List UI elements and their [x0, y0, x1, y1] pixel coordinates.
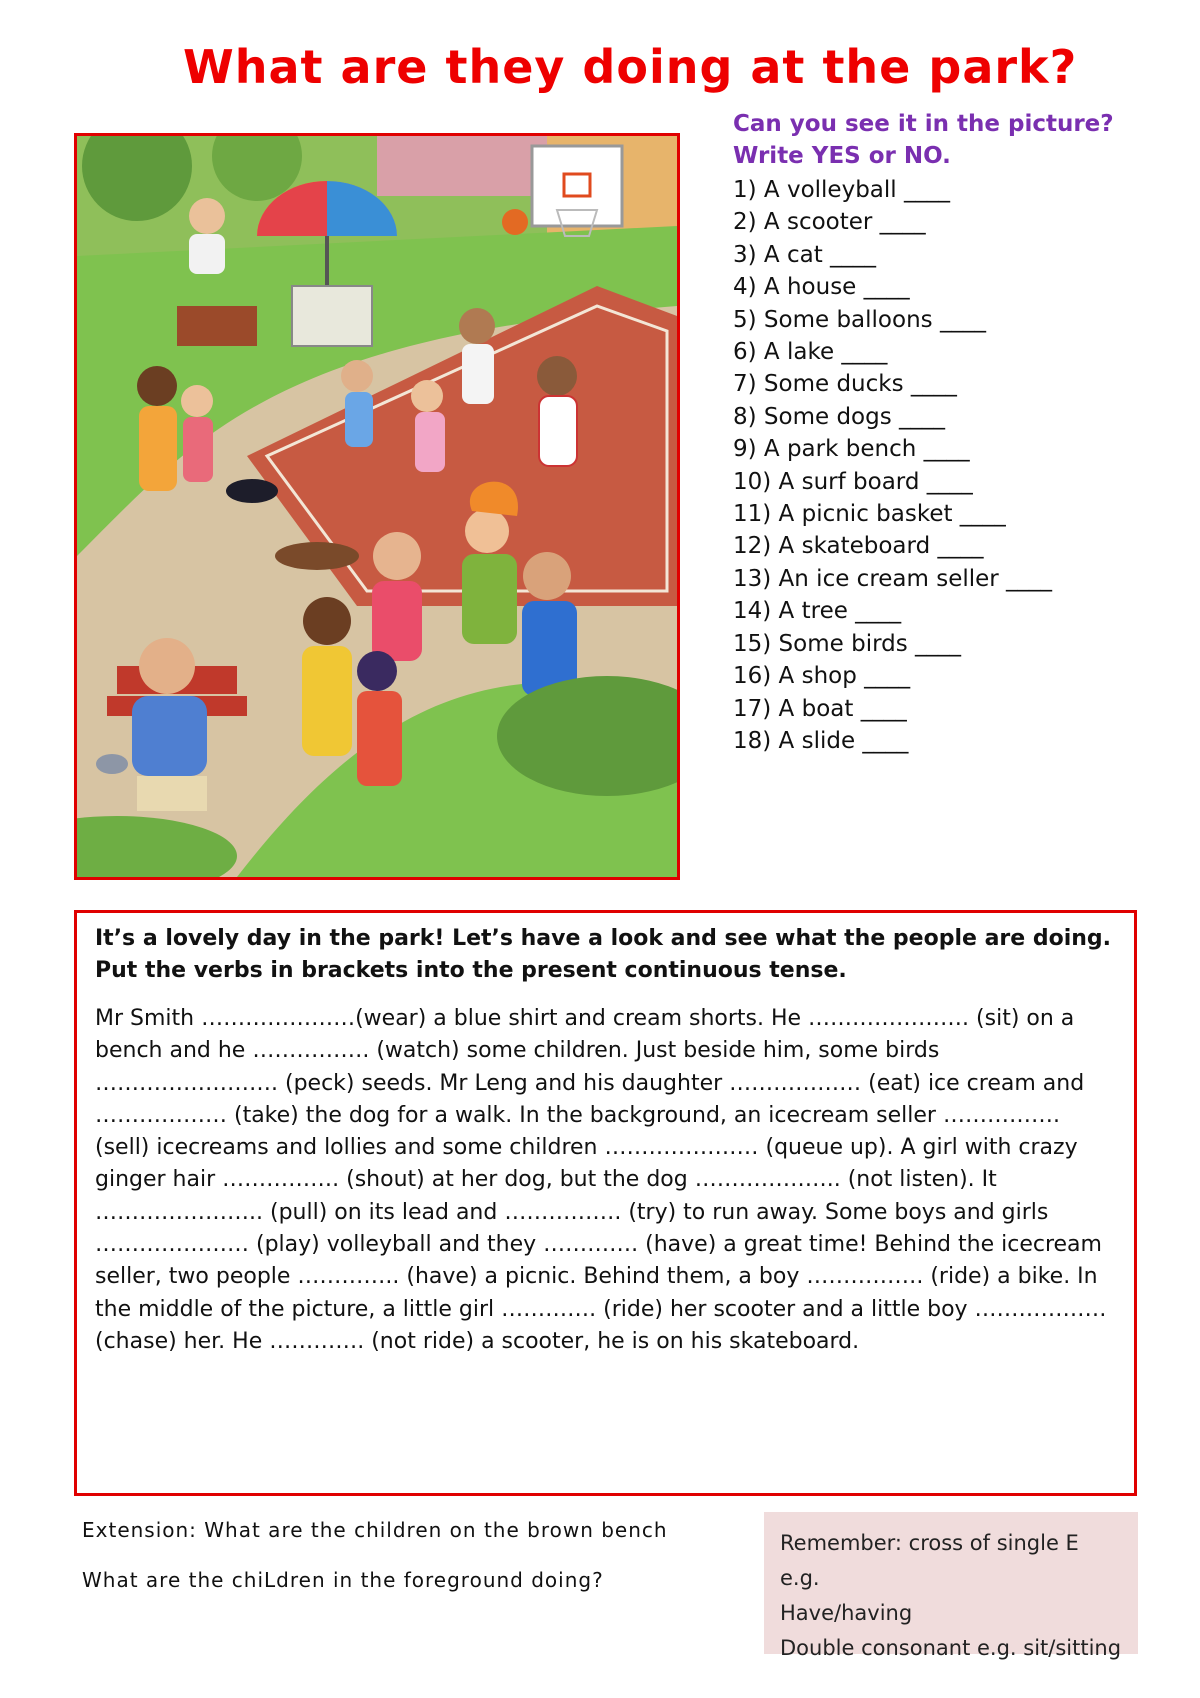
- exercise-passage: Mr Smith …………………(wear) a blue shirt and cream shorts. He …………………. (sit) on a bench and he ……………. (watch) some children. Just beside him, some birds ……………………. (peck) seeds. Mr Leng and his daughter ……………… (eat) ice cream and ……………… (take) the dog for a walk. In the background, an icecream seller ……………. (sell) icecreams and lollies and some children ………………… (queue up). A girl with crazy ginger hair ……………. (shout) at her dog, but the dog ……………….. (not listen). It ………………….. (pull) on its lead and ……………. (try) to run away. Some boys and girls ………………… (play) volleyball and they …………. (have) a great time! Behind the icecream seller, two people ………….. (have) a picnic. Behind them, a boy ……………. (ride) a bike. In the middle of the picture, a little girl …………. (ride) her scooter and a little boy ……………… (chase) her. He …………. (not ride) a scooter, he is on his skateboard.: [95, 1006, 1107, 1354]
- remember-line: Double consonant e.g. sit/sitting: [780, 1636, 1122, 1660]
- checklist-item: 4) A house ____: [733, 274, 910, 301]
- checklist-item: 1) A volleyball ____: [733, 177, 950, 203]
- checklist-item: 18) A slide ____: [733, 727, 909, 754]
- present-continuous-exercise: [74, 910, 1137, 1496]
- checklist-item: 10) A surf board ____: [733, 468, 973, 495]
- remember-line: Have/having: [780, 1601, 913, 1625]
- checklist-item: 17) A boat ____: [733, 695, 907, 722]
- checklist-item: 14) A tree ____: [733, 598, 902, 625]
- checklist-item: 16) A shop ____: [733, 663, 911, 690]
- checklist-item: 13) An ice cream seller ____: [733, 565, 1053, 592]
- page-title: What are they doing at the park?: [183, 40, 1078, 94]
- building: [377, 136, 557, 196]
- checklist-item: 2) A scooter ____: [733, 209, 926, 236]
- backboard: [532, 146, 622, 226]
- checklist-item: 6) A lake ____: [733, 339, 888, 366]
- dog: [275, 542, 359, 570]
- checklist-item: 8) Some dogs ____: [733, 403, 946, 430]
- checklist-item: 11) A picnic basket ____: [733, 501, 1006, 528]
- bench: [177, 306, 257, 346]
- exercise-instructions: It’s a lovely day in the park! Let’s have a look and see what the people are doing. Put the verbs in brackets into the present continuous tense.: [95, 926, 1112, 983]
- remember-note: [764, 1512, 1138, 1660]
- ice-cream-cart: [292, 286, 372, 346]
- remember-line: Remember: cross of single E e.g.: [780, 1531, 1079, 1590]
- checklist-item: 3) A cat ____: [733, 241, 877, 268]
- park-scene-drawing: [77, 136, 677, 877]
- park-illustration: [74, 133, 680, 880]
- checklist-item: 5) Some balloons ____: [733, 306, 986, 333]
- checklist-item: 12) A skateboard ____: [733, 533, 984, 560]
- checklist-prompt: Can you see it in the picture? Write YES or NO.: [733, 111, 1114, 169]
- dog: [226, 479, 278, 503]
- extension-question-2: What are the chiLdren in the foreground doing?: [82, 1568, 604, 1592]
- checklist-item: 7) Some ducks ____: [733, 371, 957, 398]
- extension-question-1: Extension: What are the children on the brown bench: [82, 1518, 668, 1542]
- checklist-items: [733, 174, 1173, 757]
- bird: [96, 754, 128, 774]
- yes-no-checklist: [733, 108, 1173, 757]
- checklist-item: 9) A park bench ____: [733, 436, 970, 463]
- extension-questions: [82, 1518, 762, 1592]
- ball: [502, 209, 528, 235]
- checklist-item: 15) Some birds ____: [733, 630, 962, 657]
